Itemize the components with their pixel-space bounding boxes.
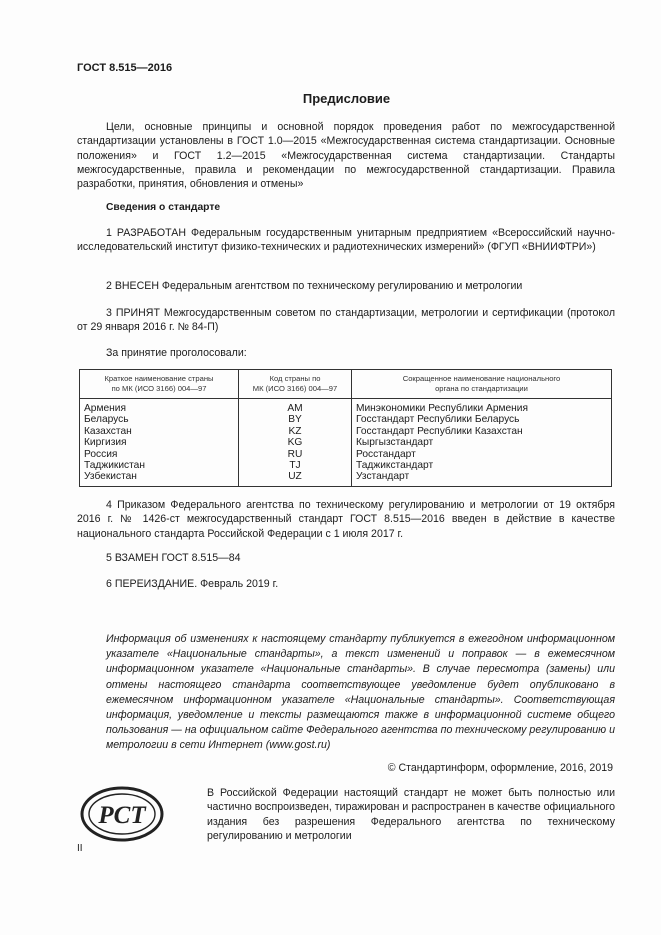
col-header-country: Краткое наименование страны по МК (ИСО 3166) 004—97	[80, 370, 239, 399]
copyright-notice: В Российской Федерации настоящий стандарт не может быть полностью или частично воспроизведен, тиражирован и распространен в качестве официального издания без разрешения Федерального агентства по техническому регулированию и метрологии	[207, 787, 615, 843]
table-row	[80, 449, 612, 460]
cell-org: Госстандарт Республики Казахстан	[352, 426, 612, 437]
page-title: Предисловие	[302, 91, 391, 106]
table-row	[80, 414, 612, 425]
item-3: 3 ПРИНЯТ Межгосударственным советом по стандартизации, метрологии и сертификации (протокол от 29 января 2016 г. № 84-П)	[77, 307, 615, 334]
svg-text:РСТ: РСТ	[98, 802, 146, 829]
table-row	[80, 460, 612, 471]
cell-code: KG	[239, 437, 352, 448]
member-states-table	[79, 369, 612, 487]
cell-org: Госстандарт Республики Беларусь	[352, 414, 612, 425]
cell-org: Росстандарт	[352, 449, 612, 460]
col-header-org: Сокращенное наименование национального органа по стандартизации	[352, 370, 612, 399]
item-6: 6 ПЕРЕИЗДАНИЕ. Февраль 2019 г.	[106, 578, 279, 590]
table-row	[80, 437, 612, 448]
document-code: ГОСТ 8.515—2016	[77, 62, 173, 74]
cell-org: Узстандарт	[352, 471, 612, 486]
cell-org: Минэкономики Республики Армения	[352, 399, 612, 415]
item-4: 4 Приказом Федерального агентства по техническому регулированию и метрологии от 19 октября 2016 г. № 1426-ст межгосударственный стандарт ГОСТ 8.515—2016 введен в действие в качестве национального стандарта Российской Федерации с 1 июля 2017 г.	[77, 499, 615, 540]
copyright-line: © Стандартинформ, оформление, 2016, 2019	[387, 762, 613, 774]
cell-code: RU	[239, 449, 352, 460]
changes-info-paragraph: Информация об изменениях к настоящему стандарту публикуется в ежегодном информационном указателе «Национальные стандарты», а текст изменений и поправок — в ежемесячном информационном указателе «Национальные стандарты». В случае пересмотра (замены) или отмены настоящего стандарта соответствующее уведомление будет опубликовано в ежемесячном информационном указателе «Национальные стандарты». Соответствующая информация, уведомление и тексты размещаются также в информационной системе общего пользования — на официальном сайте Федерального агентства по техническому регулированию и метрологии в сети Интернет (www.gost.ru)	[106, 633, 615, 752]
cell-code: KZ	[239, 426, 352, 437]
page-number: II	[77, 843, 83, 854]
table-row	[80, 426, 612, 437]
cell-code: TJ	[239, 460, 352, 471]
item-1: 1 РАЗРАБОТАН Федеральным государственным унитарным предприятием «Всероссийский научно-исследовательский институт физико-технических и радиотехнических измерений» (ФГУП «ВНИИФТРИ»)	[77, 227, 615, 254]
table-row	[80, 399, 612, 415]
cell-country: Таджикистан	[80, 460, 239, 471]
cell-country: Беларусь	[80, 414, 239, 425]
item-2: 2 ВНЕСЕН Федеральным агентством по техническому регулированию и метрологии	[106, 280, 523, 292]
table-row	[80, 471, 612, 486]
cell-org: Кыргызстандарт	[352, 437, 612, 448]
cell-org: Таджикстандарт	[352, 460, 612, 471]
cell-country: Узбекистан	[80, 471, 239, 486]
cell-code: UZ	[239, 471, 352, 486]
vote-label: За принятие проголосовали:	[106, 347, 247, 359]
item-5: 5 ВЗАМЕН ГОСТ 8.515—84	[106, 552, 241, 564]
table-header-row	[80, 370, 612, 399]
cell-country: Киргизия	[80, 437, 239, 448]
cell-code: BY	[239, 414, 352, 425]
cell-country: Армения	[80, 399, 239, 415]
cell-code: AM	[239, 399, 352, 415]
section-heading: Сведения о стандарте	[106, 202, 221, 213]
rst-logo-icon	[80, 786, 164, 842]
cell-country: Россия	[80, 449, 239, 460]
col-header-code: Код страны по МК (ИСО 3166) 004—97	[239, 370, 352, 399]
cell-country: Казахстан	[80, 426, 239, 437]
intro-paragraph: Цели, основные принципы и основной порядок проведения работ по межгосударственной стандартизации установлены в ГОСТ 1.0—2015 «Межгосударственная система стандартизации. Основные положения» и ГОСТ 1.2—2015 «Межгосударственная система стандартизации. Стандарты межгосударственные, правила и рекомендации по межгосударственной стандартизации. Правила разработки, принятия, обновления и отмены»	[77, 121, 615, 191]
